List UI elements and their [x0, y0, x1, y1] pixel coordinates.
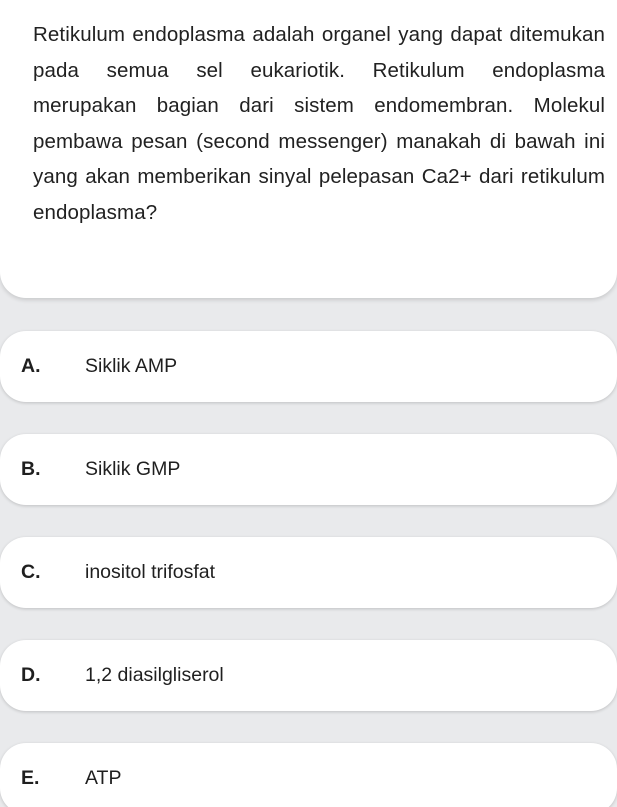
question-card: [0, 0, 617, 298]
option-label: ATP: [85, 767, 122, 789]
option-d[interactable]: [0, 640, 617, 711]
option-label: inositol trifosfat: [85, 561, 216, 583]
option-b[interactable]: [0, 434, 617, 505]
option-letter: B.: [21, 458, 41, 480]
option-e[interactable]: [0, 743, 617, 807]
option-letter: C.: [21, 561, 41, 583]
option-c[interactable]: [0, 537, 617, 608]
option-label: 1,2 diasilgliserol: [85, 664, 224, 686]
option-label: Siklik GMP: [85, 458, 181, 480]
option-a[interactable]: [0, 331, 617, 402]
question-text: Retikulum endoplasma adalah organel yang dapat ditemukan pada semua sel eukariotik. Retikulum endoplasma merupakan bagian dari sistem endomembran. Molekul pembawa pesan (second messenger) manakah di bawah ini yang akan memberikan sinyal pelepasan Ca2+ dari retikulum endoplasma?: [33, 23, 605, 224]
option-letter: E.: [21, 767, 40, 789]
option-letter: D.: [21, 664, 41, 686]
option-label: Siklik AMP: [85, 355, 178, 377]
option-letter: A.: [21, 355, 41, 377]
